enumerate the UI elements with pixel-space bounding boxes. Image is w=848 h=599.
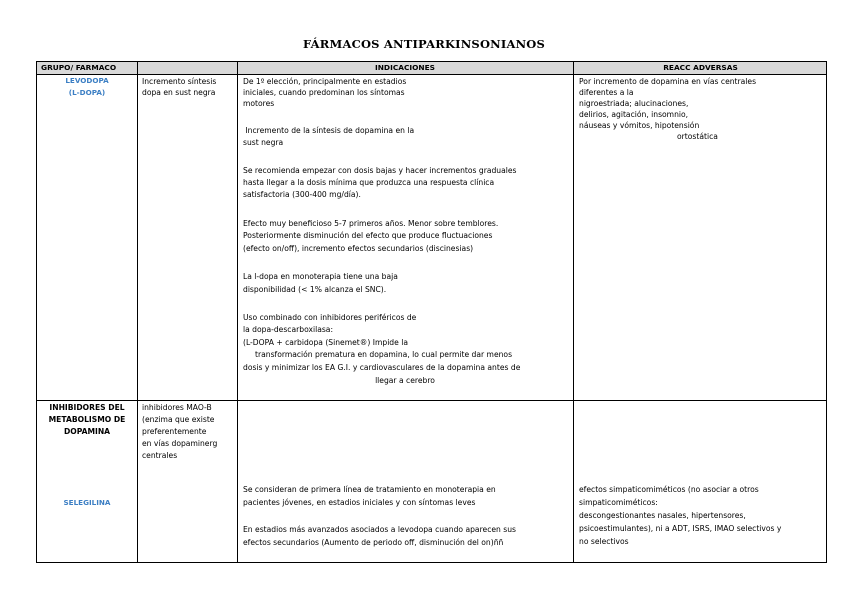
indication-line: efectos secundarios (Aumento de periodo off, disminución del on)ññ <box>243 538 504 547</box>
group-name-line: DOPAMINA <box>63 427 111 436</box>
adverse-line: no selectivos <box>579 537 629 546</box>
page-title: FÁRMACOS ANTIPARKINSONIANOS <box>302 37 546 51</box>
mechanism-line: centrales <box>142 451 178 460</box>
indication-line: Incremento de la síntesis de dopamina en la <box>243 126 415 135</box>
indication-line: disponibilidad (< 1% alcanza el SNC). <box>243 285 387 294</box>
adverse-line: náuseas y vómitos, hipotensión <box>579 121 700 130</box>
mechanism-line: (enzima que existe <box>142 415 215 424</box>
adverse-line: diferentes a la <box>579 88 634 97</box>
group-name-line: INHIBIDORES DEL <box>49 403 125 412</box>
group-name-line: METABOLISMO DE <box>48 415 126 424</box>
adverse-line: ortostática <box>677 132 718 141</box>
adverse-line: nigroestriada; alucinaciones, <box>579 99 689 108</box>
row-divider <box>37 400 826 401</box>
mechanism-line: preferentemente <box>142 427 207 436</box>
indication-line: Se consideran de primera línea de tratamiento en monoterapia en <box>243 485 496 494</box>
column-divider <box>573 62 574 562</box>
header-indicaciones: INDICACIONES <box>375 63 435 72</box>
indication-line: iniciales, cuando predominan los síntomas <box>243 88 405 97</box>
indication-line: Se recomienda empezar con dosis bajas y hacer incrementos graduales <box>243 166 517 175</box>
indication-line: (L-DOPA + carbidopa (Sinemet®) Impide la <box>243 338 408 347</box>
row-divider <box>37 74 826 75</box>
mechanism-line: en vías dopaminerg <box>142 439 218 448</box>
indication-line: pacientes jóvenes, en estadios iniciales y con síntomas leves <box>243 498 476 507</box>
indication-line: llegar a cerebro <box>375 376 435 385</box>
indication-line: Uso combinado con inhibidores periféricos de <box>243 313 417 322</box>
adverse-line: efectos simpaticomiméticos (no asociar a otros <box>579 485 759 494</box>
indication-line: satisfactoria (300-400 mg/día). <box>243 190 361 199</box>
indication-line: En estadios más avanzados asociados a levodopa cuando aparecen sus <box>243 525 517 534</box>
header-reacc-adversas: REACC ADVERSAS <box>663 63 738 72</box>
adverse-line: Por incremento de dopamina en vías centrales <box>579 77 757 86</box>
indication-line: motores <box>243 99 275 108</box>
mechanism-line: dopa en sust negra <box>142 88 216 97</box>
indication-line: la dopa-descarboxilasa: <box>243 325 334 334</box>
indication-line: La l-dopa en monoterapia tiene una baja <box>243 272 398 281</box>
indication-line: transformación prematura en dopamina, lo cual permite dar menos <box>255 350 513 359</box>
mechanism-line: Incremento síntesis <box>142 77 217 86</box>
column-divider <box>137 62 138 562</box>
adverse-line: descongestionantes nasales, hipertensores, <box>579 511 746 520</box>
indication-line: (efecto on/off), incremento efectos secundarios (discinesias) <box>243 244 474 253</box>
adverse-line: psicoestimulantes), ni a ADT, ISRS, IMAO selectivos y <box>579 524 782 533</box>
indication-line: Posteriormente disminución del efecto que produce fluctuaciones <box>243 231 493 240</box>
drug-name-levodopa: LEVODOPA <box>65 76 109 85</box>
header-grupo: GRUPO/ FARMACO <box>41 63 117 72</box>
indication-line: hasta llegar a la dosis mínima que produzca una respuesta clínica <box>243 178 495 187</box>
indication-line: De 1º elección, principalmente en estadios <box>243 77 407 86</box>
column-divider <box>237 62 238 562</box>
drug-name-ldopa: (L-DOPA) <box>68 88 106 97</box>
indication-line: sust negra <box>243 138 284 147</box>
indication-line: Efecto muy beneficioso 5-7 primeros años. Menor sobre temblores. <box>243 219 499 228</box>
adverse-line: delirios, agitación, insomnio, <box>579 110 689 119</box>
drug-table <box>36 61 827 563</box>
indication-line: dosis y minimizar los EA G.I. y cardiovasculares de la dopamina antes de <box>243 363 521 372</box>
adverse-line: simpaticomiméticos: <box>579 498 658 507</box>
mechanism-line: inhibidores MAO-B <box>142 403 212 412</box>
drug-name-selegilina: SELEGILINA <box>63 498 111 507</box>
